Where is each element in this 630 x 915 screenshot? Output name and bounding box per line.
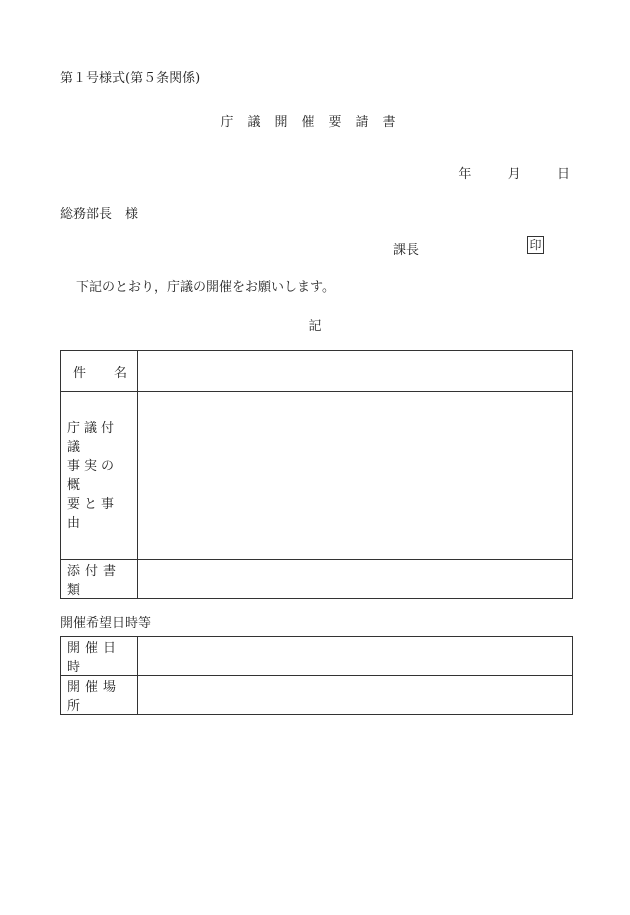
date-line (458, 163, 570, 182)
place-label-cell (61, 676, 138, 715)
attachments-label-cell (61, 560, 138, 599)
table-row (61, 560, 573, 599)
subject-label-part: 件 (73, 365, 87, 381)
date-input-cell[interactable] (138, 637, 573, 676)
date-label-cell (61, 637, 138, 676)
summary-label-line: 庁議付議 (67, 420, 119, 455)
schedule-table (60, 636, 573, 715)
date-label: 開催日時 (67, 641, 122, 675)
summary-label-line: 事実の概 (67, 458, 119, 493)
page-title: 庁議開催要請書 (220, 115, 410, 130)
subject-input-cell[interactable] (138, 351, 573, 392)
table-row (61, 676, 573, 715)
request-table (60, 350, 573, 599)
day-label: 日 (556, 167, 570, 182)
table-row (61, 392, 573, 560)
place-input-cell[interactable] (138, 676, 573, 715)
table-row (61, 351, 573, 392)
ki-label: 記 (308, 319, 322, 334)
subject-label-part: 名 (113, 365, 127, 381)
summary-label-cell (61, 392, 138, 560)
addressee: 総務部長 様 (60, 207, 139, 222)
year-label: 年 (458, 167, 472, 182)
form-number: 第１号様式(第５条関係) (60, 71, 201, 86)
attachments-label: 添付書類 (67, 564, 122, 598)
seal-stamp: 印 (527, 236, 544, 254)
schedule-heading: 開催希望日時等 (60, 616, 152, 631)
place-label: 開催場所 (67, 680, 122, 714)
table-row (61, 637, 573, 676)
attachments-input-cell[interactable] (138, 560, 573, 599)
subject-label-cell (61, 351, 138, 392)
month-label: 月 (507, 167, 521, 182)
summary-input-cell[interactable] (138, 392, 573, 560)
summary-label-line: 要と事由 (67, 496, 119, 531)
chief-label: 課長 (393, 243, 420, 258)
request-text: 下記のとおり，庁議の開催をお願いします。 (76, 280, 335, 295)
